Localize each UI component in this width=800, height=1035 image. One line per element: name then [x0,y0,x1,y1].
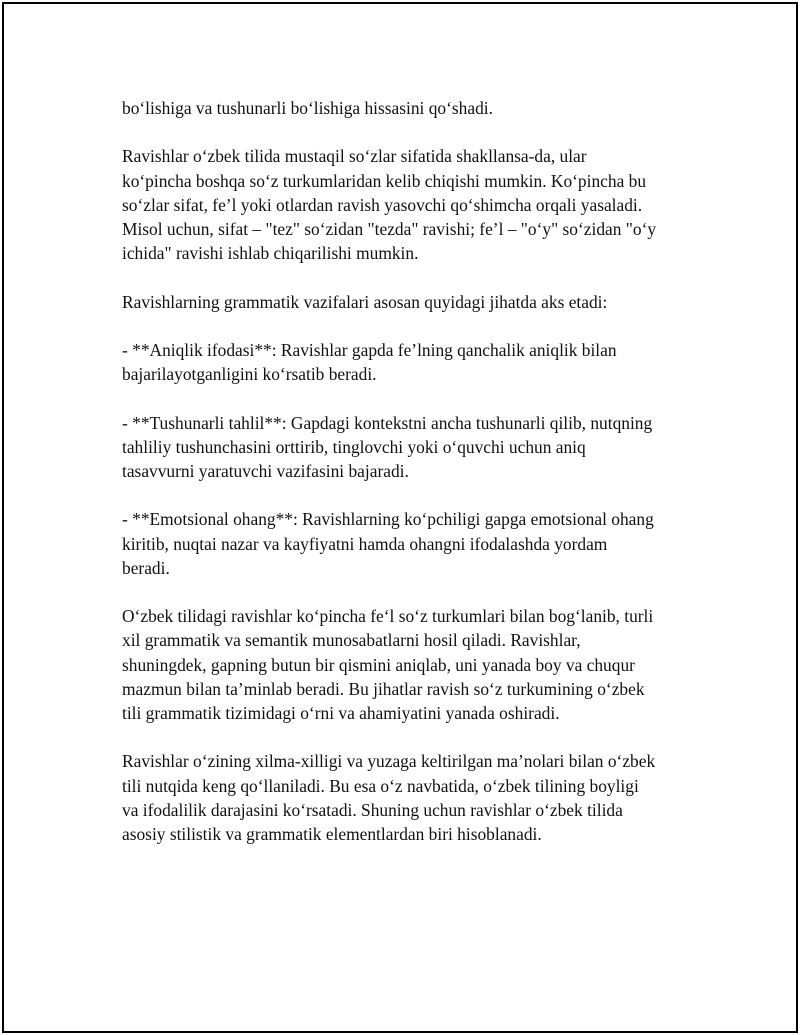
paragraph-derivation: Ravishlar o‘zbek tilida mustaqil so‘zlar sifatida shakllansa-da, ular ko‘pincha boshqa so‘z turkumlaridan kelib chiqishi mumkin. Ko‘pincha bu so‘zlar sifat, fe’l yoki otlardan ravish yasovchi qo‘shimcha orqali yasaladi. Misol uchun, sifat – "tez" so‘zidan "tezda" ravishi; fe’l – "o‘y" so‘zidan "o‘y ichida" ravishi ishlab chiqarilishi mumkin. [122,146,657,264]
list-item-aniqlik: - **Aniqlik ifodasi**: Ravishlar gapda fe’lning qanchalik aniqlik bilan bajarilayotganligini ko‘rsatib beradi. [122,339,617,385]
list-item-emotsional: - **Emotsional ohang**: Ravishlarning ko‘pchiligi gapga emotsional ohang kiritib, nuqtai nazar va kayfiyatni hamda ohangni ifodalashda yordam beradi. [122,509,654,578]
list-item-tahlil: - **Tushunarli tahlil**: Gapdagi kontekstni ancha tushunarli qilib, nutqning tahliliy tushunchasini orttirib, tinglovchi yoki o‘quvchi uchun aniq tasavvurni yaratuvchi vazifasini bajaradi. [122,412,653,481]
document-body [122,96,692,870]
paragraph-relations: O‘zbek tilidagi ravishlar ko‘pincha fe‘l so‘z turkumlari bilan bog‘lanib, turli xil grammatik va semantik munosabatlarni hosil qiladi. Ravishlar, shuningdek, gapning butun bir qismini aniqlab, uni yanada boy va chuqur mazmun bilan ta’minlab beradi. Bu jihatlar ravish so‘z turkumining o‘zbek tili grammatik tizimidagi o‘rni va ahamiyatini yanada oshiradi. [122,606,654,723]
paragraph-continuation: bo‘lishiga va tushunarli bo‘lishiga hissasini qo‘shadi. [122,98,493,118]
paragraph-conclusion: Ravishlar o‘zining xilma-xilligi va yuzaga keltirilgan ma’nolari bilan o‘zbek tili nutqida keng qo‘llaniladi. Bu esa o‘z navbatida, o‘zbek tilining boyligi va ifodalilik darajasini ko‘rsatadi. Shuning uchun ravishlar o‘zbek tilida asosiy stilistik va grammatik elementlardan biri hisoblanadi. [122,751,656,844]
paragraph-functions-intro: Ravishlarning grammatik vazifalari asosan quyidagi jihatda aks etadi: [122,291,608,312]
page-frame [2,2,798,1033]
